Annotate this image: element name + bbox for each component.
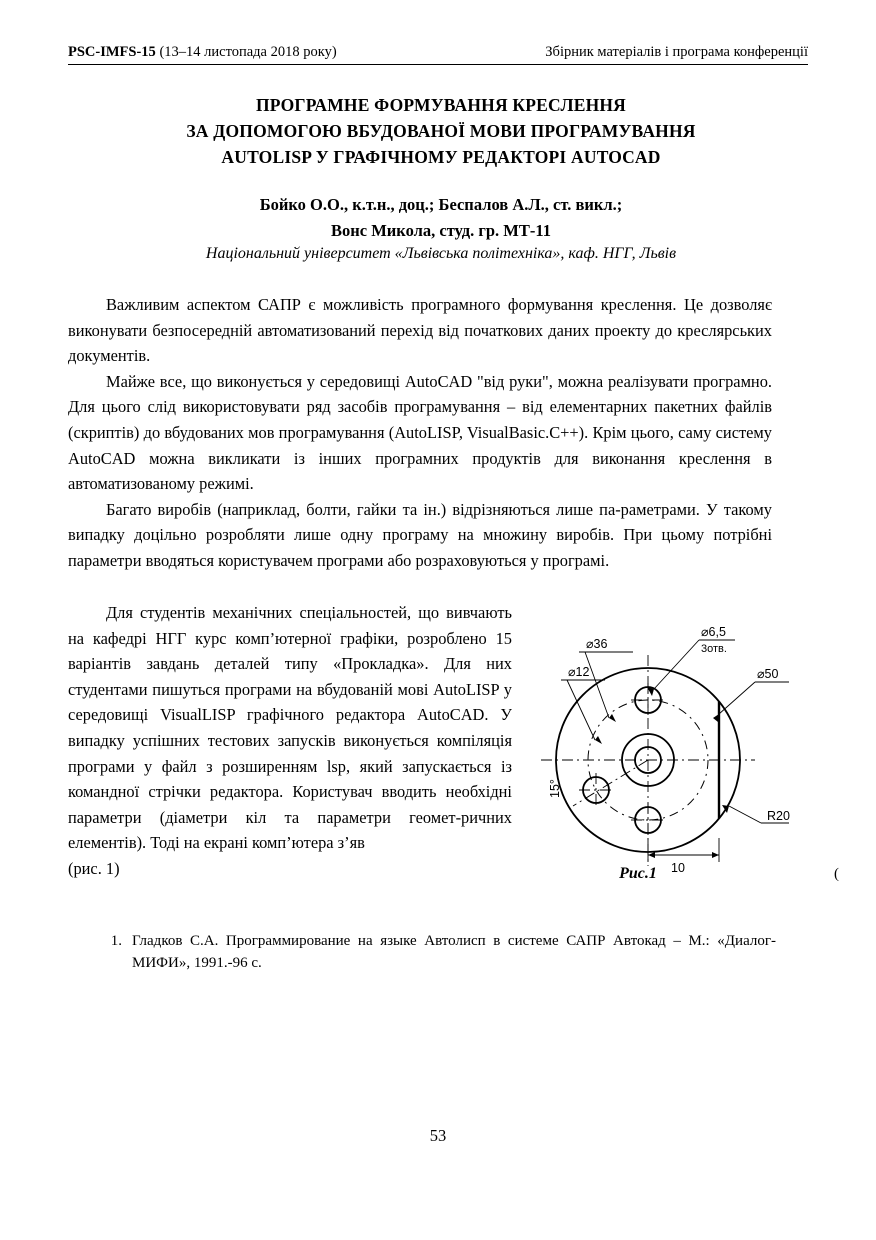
label-d50: ⌀50 bbox=[757, 667, 779, 681]
title-line-3: AUTOLISP У ГРАФІЧНОМУ РЕДАКТОРІ AUTOCAD bbox=[221, 147, 661, 167]
label-d65: ⌀6,5 bbox=[701, 625, 726, 639]
page-title bbox=[96, 92, 786, 170]
authors-line-1: Бойко О.О., к.т.н., доц.; Беспалов А.Л., ст. викл.; bbox=[259, 195, 623, 214]
figure-drawing bbox=[523, 610, 808, 890]
affiliation: Національний університет «Львівська політехніка», каф. НГГ, Львів bbox=[205, 245, 677, 262]
stray-mark: ( bbox=[834, 866, 839, 882]
authors bbox=[96, 192, 786, 244]
reference-item bbox=[104, 930, 776, 974]
page-number: 53 bbox=[429, 1126, 447, 1145]
journal-code: PSC-IMFS-15 bbox=[68, 44, 156, 60]
running-head bbox=[68, 44, 808, 65]
label-holes: 3отв. bbox=[701, 643, 727, 655]
text-figure-block bbox=[68, 600, 839, 900]
conference-dates: (13–14 листопада 2018 року) bbox=[159, 44, 337, 60]
label-10: 10 bbox=[671, 861, 685, 875]
reference-number: 1. bbox=[110, 933, 122, 949]
title-line-1: ПРОГРАМНЕ ФОРМУВАННЯ КРЕСЛЕННЯ bbox=[255, 95, 627, 115]
leader-lines bbox=[561, 640, 789, 862]
title-line-2: ЗА ДОПОМОГОЮ ВБУДОВАНОЇ МОВИ ПРОГРАМУВАННЯ bbox=[186, 121, 696, 141]
authors-line-2: Вонс Микола, студ. гр. МТ-11 bbox=[331, 221, 551, 240]
label-d12: ⌀12 bbox=[568, 665, 590, 679]
center-lines bbox=[541, 655, 755, 866]
reference-text: Гладков С.А. Программирование на языке Автолисп в системе САПР Автокад – М.: «Диалог-МИФИ», 1991.-96 с. bbox=[132, 933, 776, 971]
label-angle: 15° bbox=[548, 779, 562, 798]
paragraph-4-wrapper bbox=[68, 600, 512, 882]
label-d36: ⌀36 bbox=[586, 637, 608, 651]
gasket-drawing-svg bbox=[523, 610, 808, 890]
body-text bbox=[68, 292, 772, 574]
paragraph-2: Майже все, що виконується у середовищі AutoCAD "від руки", можна реалізувати програмно. Для цього слід використовувати ряд засобів програмування – від елементарних пакетних файлів (скриптів) до вбудованих мов програмування (AutoLISP, VisualBasic.C++). Крім цього, саму систему AutoCAD можна викликати із інших програмних продуктів для виконання креслення в автоматизованому режимі. bbox=[68, 371, 772, 494]
figure-caption: Рис.1 bbox=[619, 865, 657, 882]
paragraph-5: (рис. 1) bbox=[68, 858, 120, 878]
references-list bbox=[104, 930, 776, 974]
label-r20: R20 bbox=[767, 809, 790, 823]
arrow-heads bbox=[595, 687, 729, 858]
paragraph-1: Важливим аспектом САПР є можливість програмного формування креслення. Це дозволяє виконувати безпосередній автоматизований перехід від початкових даних проекту до креслярських документів. bbox=[68, 295, 772, 366]
paragraph-4: Для студентів механічних спеціальностей, що вивчають на кафедрі НГГ курс комп’ютерної графіки, розроблено 15 варіантів завдань деталей типу «Прокладка». Для них студентами пишуться програми на вбудованій мові AutoLISP у середовищі VisualLISP графічного редактора AutoCAD. У випадку успішних тестових запусків виконується компіляція програми у файл з розширенням lsp, який запускається із командної стрічки редактора. Користувач вводить необхідні параметри (діаметри кіл та параметри геомет-ричних елементів). Тоді на екрані комп’ютера з’яв bbox=[68, 603, 512, 853]
running-head-right: Збірник матеріалів і програма конференції bbox=[545, 44, 808, 60]
paragraph-3: Багато виробів (наприклад, болти, гайки та ін.) відрізняються лише па-раметрами. У такому випадку доцільно розробляти лише одну програму на множину виробів. При цьому потрібні параметри вводяться користувачем програми або розраховуються у програмі. bbox=[68, 499, 772, 570]
running-head-left bbox=[68, 44, 337, 61]
